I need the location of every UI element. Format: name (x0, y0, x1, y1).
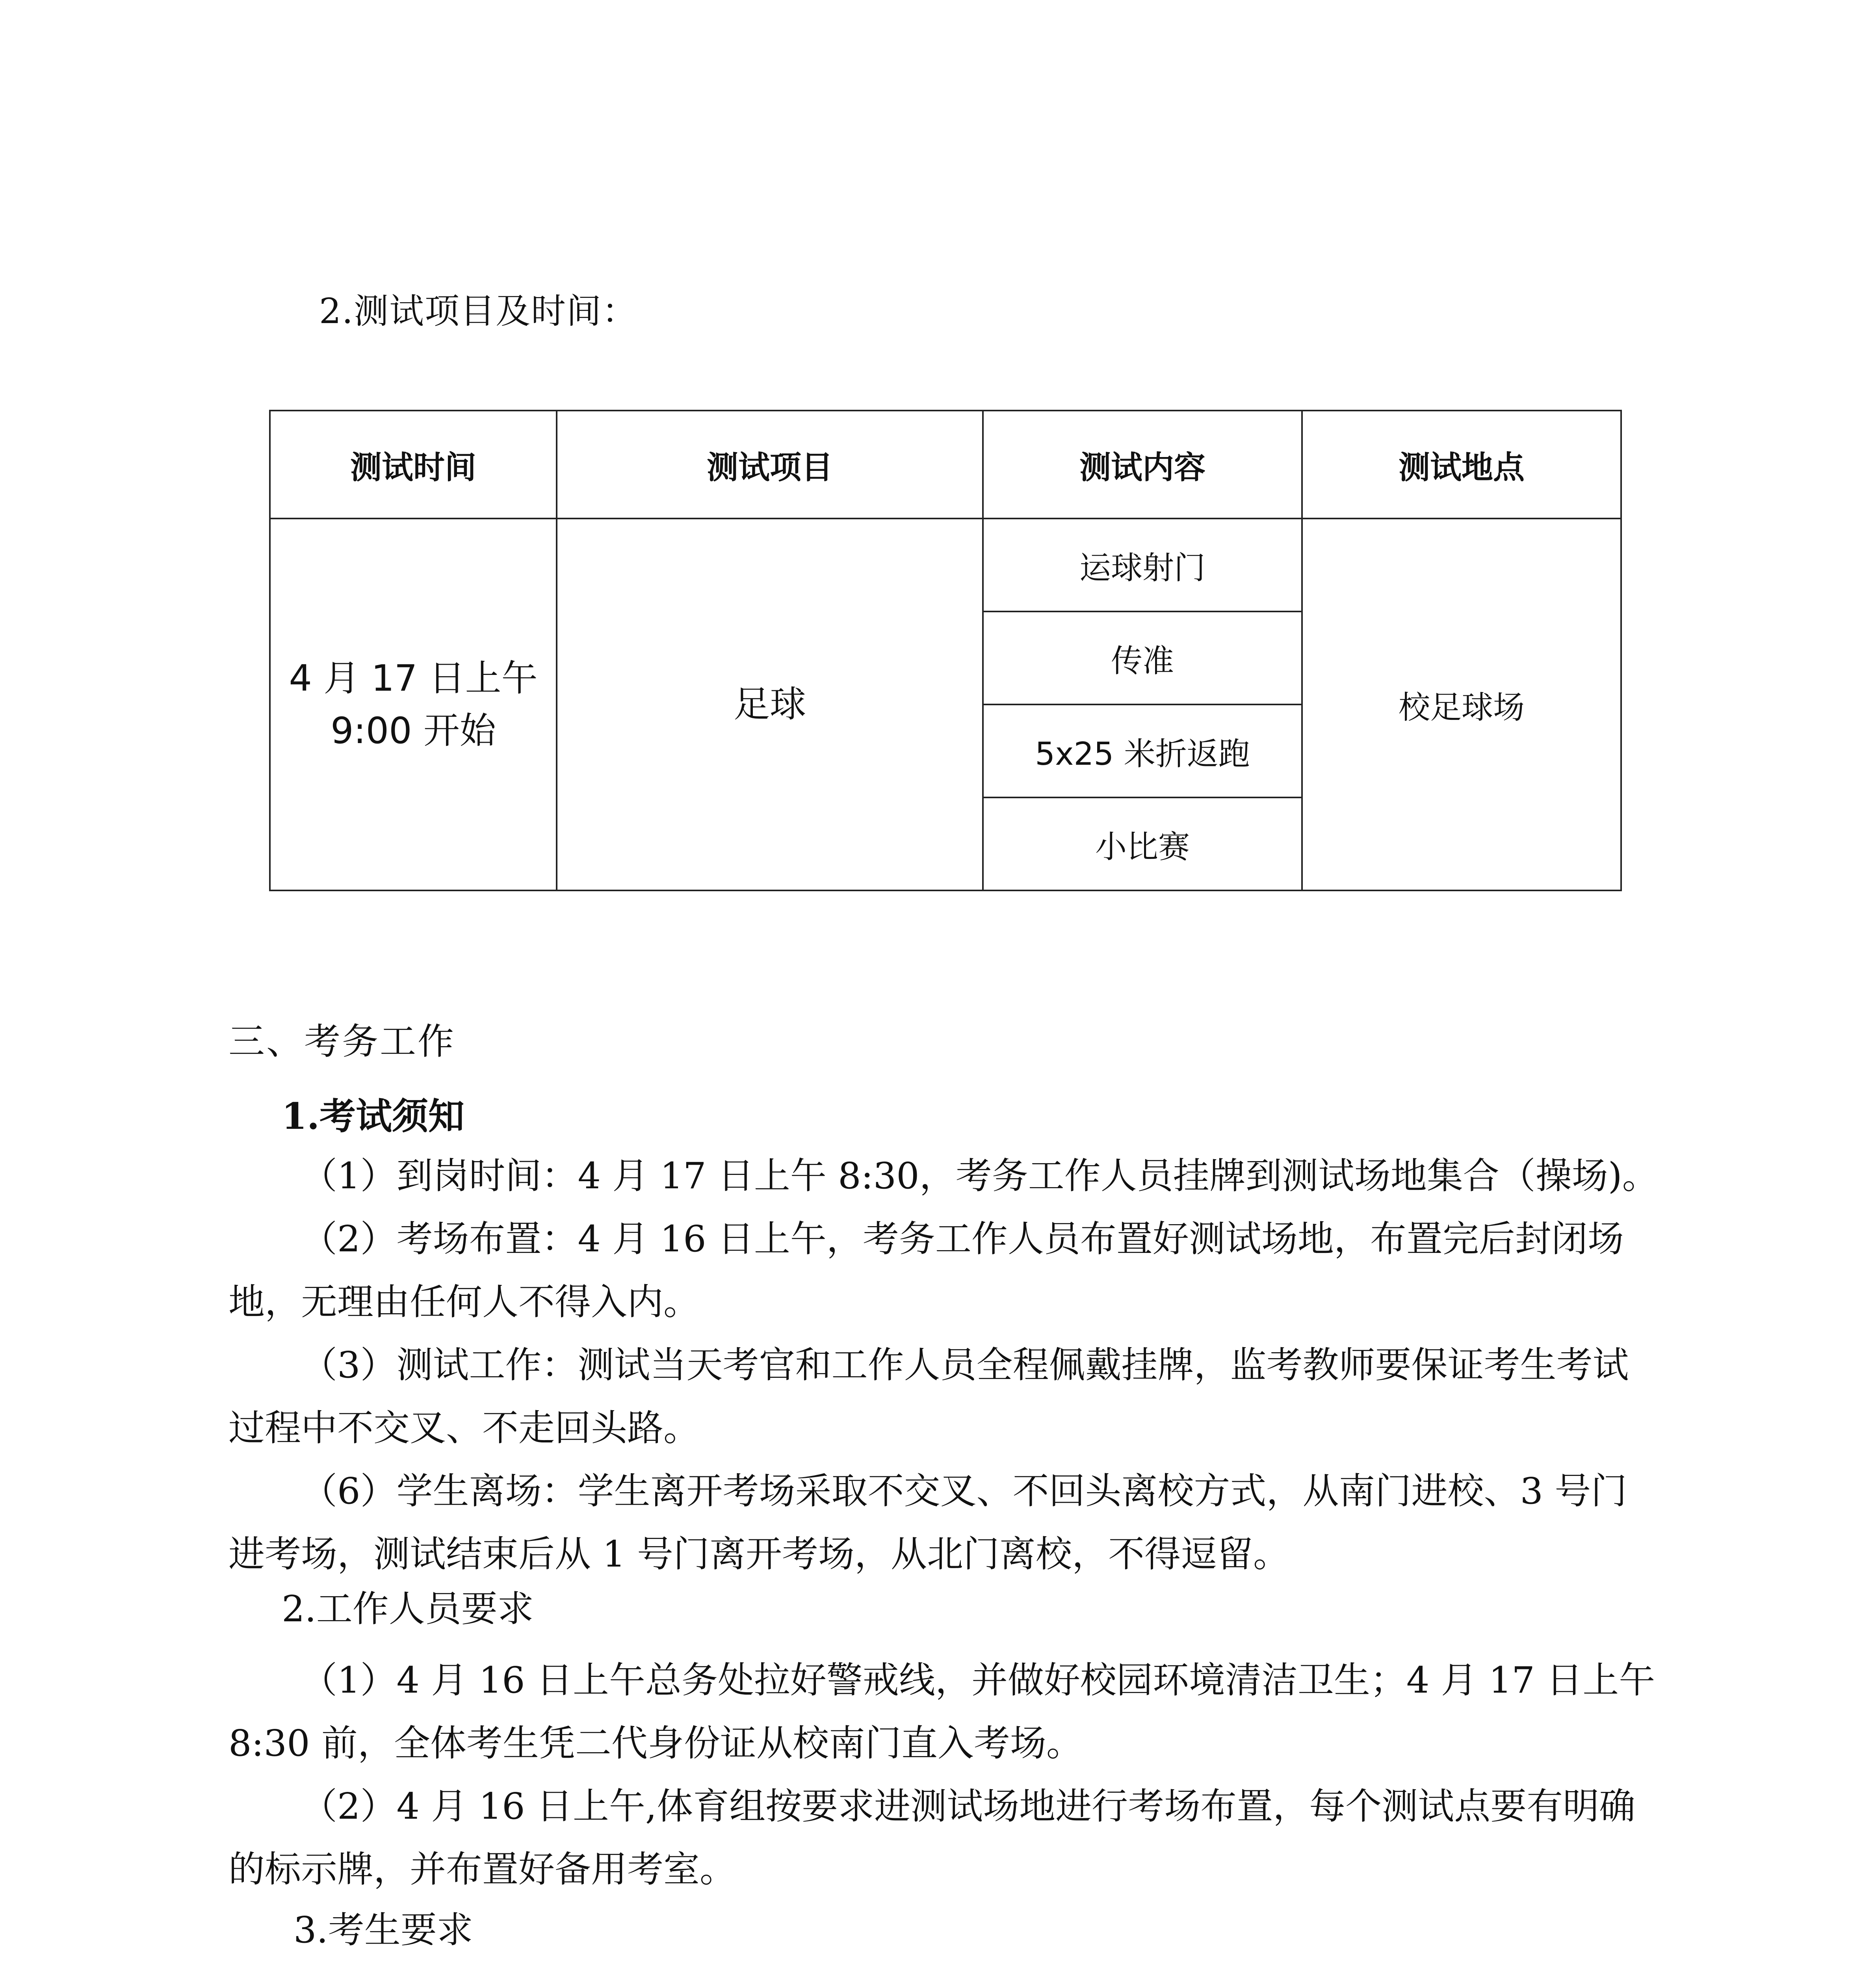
exam-notice-item-3: （3）测试工作：测试当天考官和工作人员全程佩戴挂牌，监考教师要保证考生考试过程中不交叉、不走回头路。 (228, 1344, 1629, 1449)
sub-heading-staff-requirements: 2.工作人员要求 (282, 1588, 534, 1630)
section-label: 2.测试项目及时间： (319, 291, 637, 331)
time-line-2: 9:00 开始 (331, 710, 496, 752)
cell-content-shuttle-run: 5x25 米折返跑 (983, 704, 1302, 797)
candidate-requirement-item-1 (315, 1964, 1208, 1970)
header-test-content: 测试内容 (983, 411, 1302, 519)
staff-requirement-item-1: （1）4 月 16 日上午总务处拉好警戒线，并做好校园环境清洁卫生；4 月 17 日上午 8:30 前，全体考生凭二代身份证从校南门直入考场。 (228, 1659, 1655, 1764)
header-test-time: 测试时间 (270, 411, 557, 519)
time-line-1: 4 月 17 日上午 (289, 657, 538, 699)
cell-content-pass: 传准 (983, 611, 1302, 704)
staff-requirement-item-2: （2）4 月 16 日上午,体育组按要求进测试场地进行考场布置，每个测试点要有明确的标示牌，并布置好备用考室。 (228, 1785, 1636, 1890)
table-row (270, 519, 1621, 611)
cell-content-dribble-shoot: 运球射门 (983, 519, 1302, 611)
exam-notice-item-1: （1）到岗时间：4 月 17 日上午 8:30，考务工作人员挂牌到测试场地集合（操场)。 (301, 1155, 1659, 1197)
cell-test-time (270, 519, 557, 890)
section-3-title: 三、考务工作 (228, 1020, 456, 1063)
test-schedule-table (269, 410, 1622, 891)
table-header-row (270, 411, 1621, 519)
sub-heading-candidate-requirements: 3.考生要求 (293, 1909, 473, 1951)
cell-content-small-match: 小比赛 (983, 797, 1302, 890)
header-test-location: 测试地点 (1302, 411, 1621, 519)
cell-test-location: 校足球场 (1302, 519, 1621, 890)
exam-notice-item-4: （6）学生离场：学生离开考场采取不交叉、不回头离校方式，从南门进校、3 号门进考场，测试结束后从 1 号门离开考场，从北门离校，不得逗留。 (228, 1470, 1627, 1575)
exam-notice-item-2: （2）考场布置：4 月 16 日上午，考务工作人员布置好测试场地，布置完后封闭场地，无理由任何人不得入内。 (228, 1218, 1624, 1323)
header-test-project: 测试项目 (557, 411, 983, 519)
cell-test-project: 足球 (557, 519, 983, 890)
sub-heading-exam-notice: 1.考试须知 (282, 1095, 465, 1137)
